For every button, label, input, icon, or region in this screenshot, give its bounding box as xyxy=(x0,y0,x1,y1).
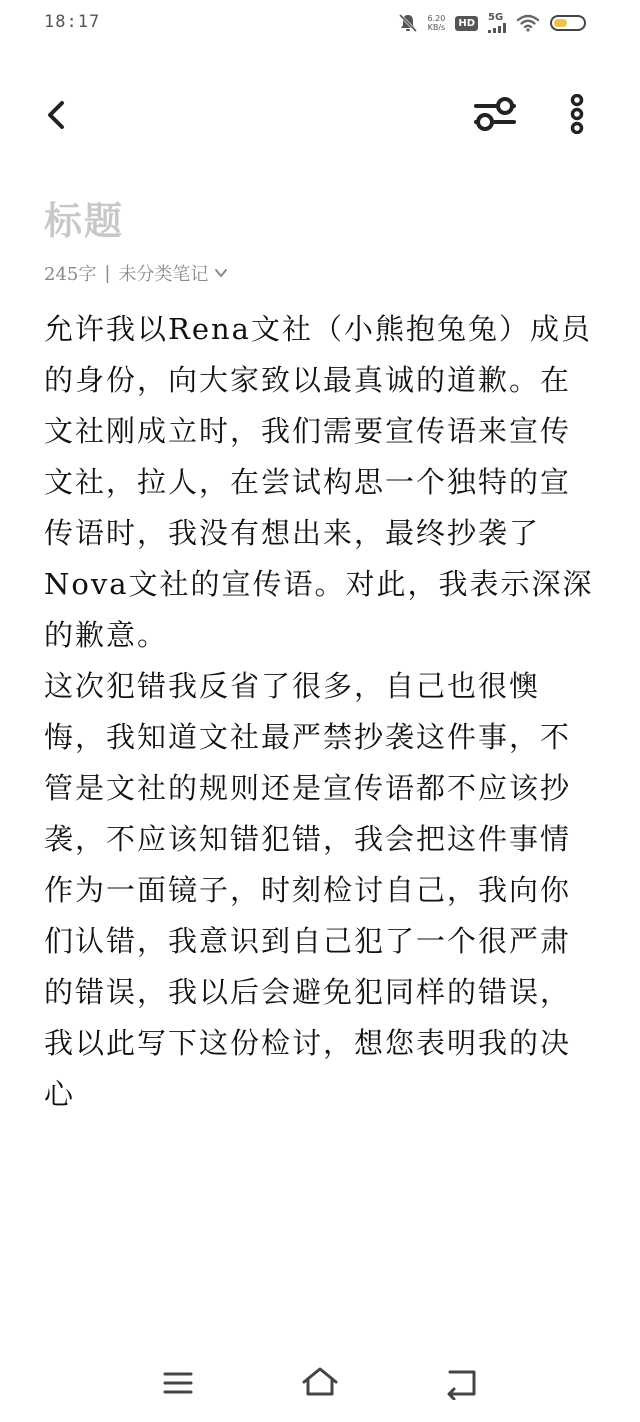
network-speed-unit: KB/s xyxy=(427,23,446,32)
network-speed xyxy=(428,14,446,32)
system-nav-bar xyxy=(0,1350,640,1420)
home-icon[interactable] xyxy=(298,1364,342,1400)
status-icons xyxy=(398,13,586,33)
menu-icon[interactable] xyxy=(156,1364,200,1400)
network-type: 5G xyxy=(488,12,504,23)
battery-icon xyxy=(550,15,586,31)
note-paragraph-2: 这次犯错我反省了很多，自己也很懊悔，我知道文社最严禁抄袭这件事，不管是文社的规则还是宣传语都不应该抄袭，不应该知错犯错，我会把这件事情作为一面镜子，时刻检讨自己，我向你们认错，我意识到自己犯了一个很严肃的错误，我以后会避免犯同样的错误，我以此写下这份检讨，想您表明我的决心 xyxy=(44,669,572,1111)
status-bar xyxy=(0,0,640,48)
hd-badge: HD xyxy=(455,16,478,31)
cellular-signal xyxy=(488,13,506,33)
status-time: 18:17 xyxy=(44,12,101,32)
sliders-icon[interactable] xyxy=(472,94,518,134)
network-speed-value: 6.20 xyxy=(427,14,446,23)
more-vertical-icon[interactable] xyxy=(562,94,592,134)
chevron-down-icon xyxy=(214,266,228,280)
note-body[interactable] xyxy=(44,304,596,1120)
wifi-icon xyxy=(516,14,540,32)
note-meta xyxy=(44,260,228,286)
note-paragraph-1: 允许我以Rena文社（小熊抱兔兔）成员的身份，向大家致以最真诚的道歉。在文社刚成立时，我们需要宣传语来宣传文社，拉人，在尝试构思一个独特的宣传语时，我没有想出来，最终抄袭了Nova文社的宣传语。对此，我表示深深的歉意。 xyxy=(44,312,594,652)
category-selector[interactable] xyxy=(118,260,228,286)
back-arrow-icon[interactable] xyxy=(440,1364,484,1400)
word-count: 245字 xyxy=(44,264,97,285)
toolbar xyxy=(0,88,640,140)
category-label: 未分类笔记 xyxy=(118,264,209,285)
meta-separator: | xyxy=(104,262,111,284)
signal-icon xyxy=(488,23,506,33)
bell-off-icon xyxy=(398,13,418,33)
chevron-left-icon[interactable] xyxy=(40,98,74,132)
note-title-input[interactable]: 标题 xyxy=(44,198,125,243)
